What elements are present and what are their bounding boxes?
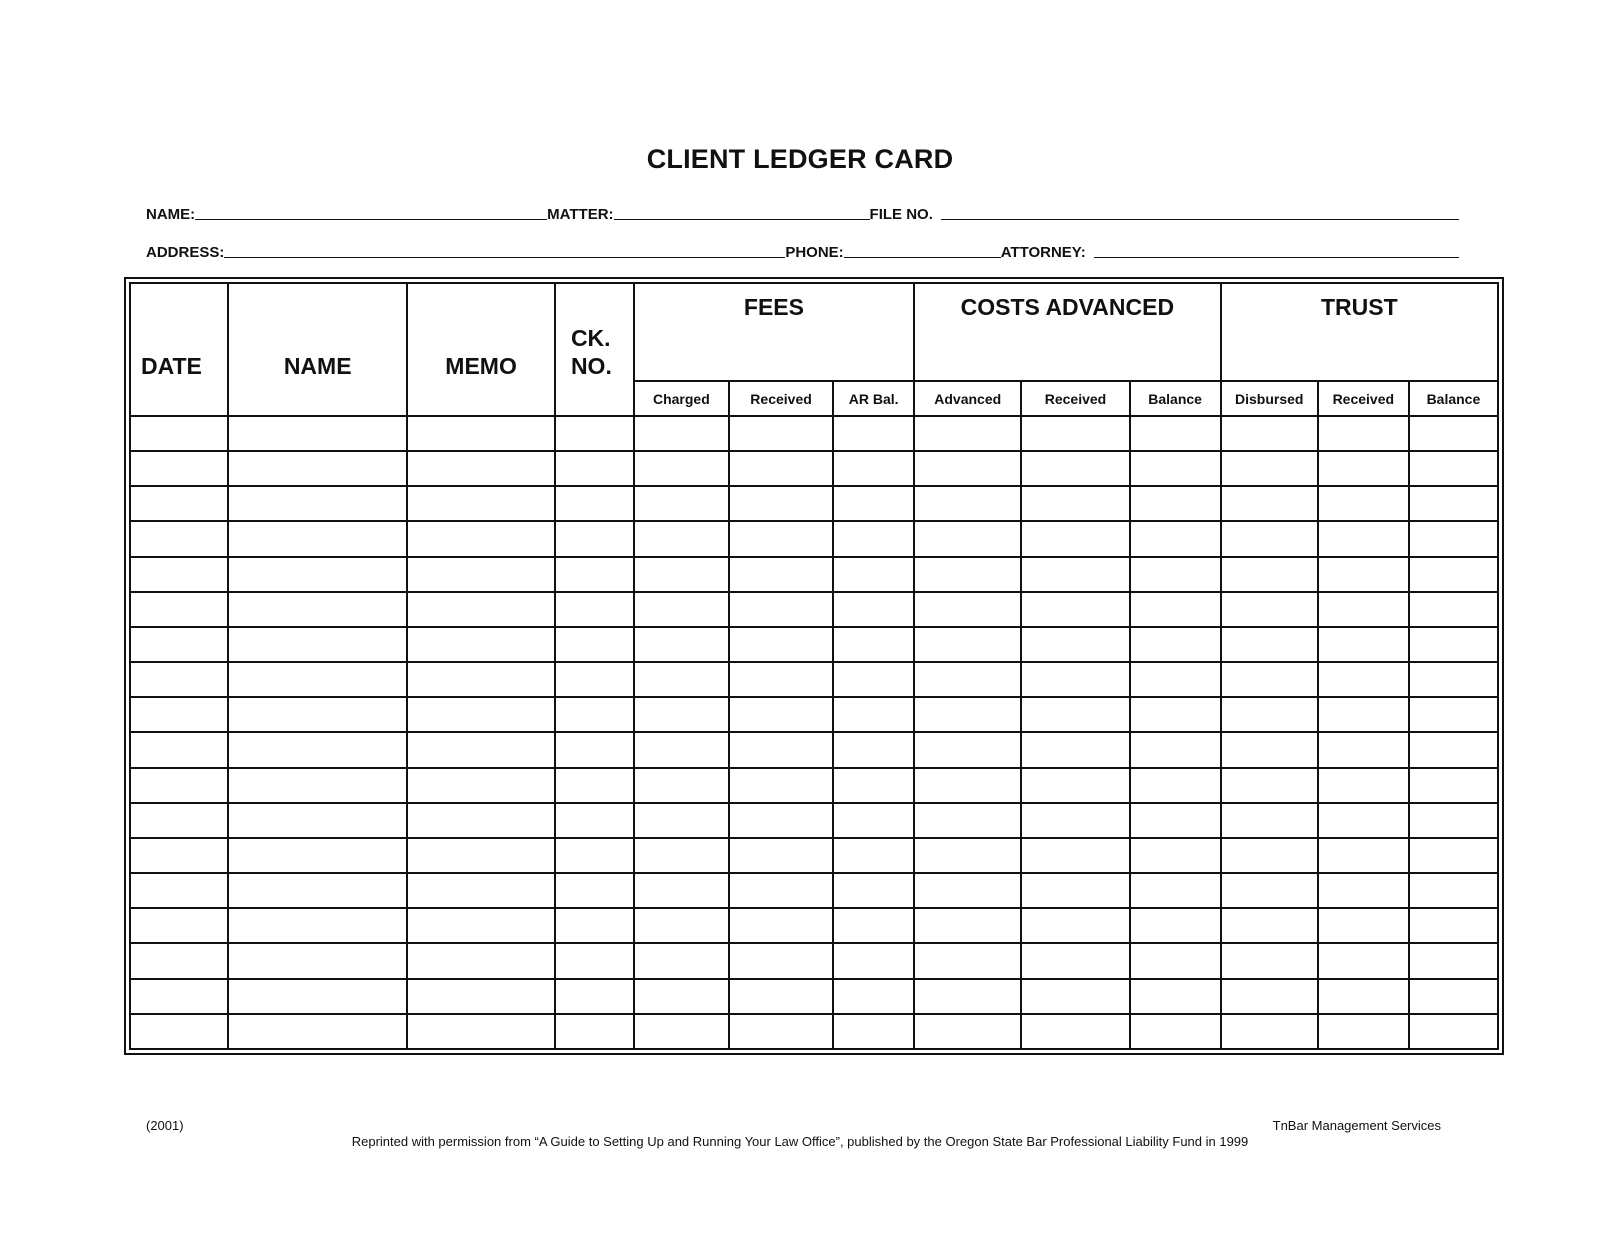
matter-label: MATTER:	[547, 206, 614, 223]
table-cell[interactable]	[1130, 662, 1221, 697]
table-cell[interactable]	[833, 1014, 914, 1049]
table-cell[interactable]	[555, 732, 634, 767]
subheader-trust-received: Received	[1318, 381, 1409, 416]
table-cell[interactable]	[1130, 873, 1221, 908]
ledger-frame	[124, 277, 1504, 1055]
table-cell[interactable]	[1130, 592, 1221, 627]
table-cell[interactable]	[1318, 521, 1409, 556]
table-cell[interactable]	[634, 979, 729, 1014]
table-cell[interactable]	[1130, 451, 1221, 486]
table-cell[interactable]	[1221, 557, 1318, 592]
table-cell[interactable]	[1409, 908, 1498, 943]
table-cell[interactable]	[1409, 979, 1498, 1014]
table-cell[interactable]	[729, 873, 833, 908]
table-cell[interactable]	[1130, 908, 1221, 943]
table-cell[interactable]	[1021, 908, 1129, 943]
table-cell[interactable]	[1021, 979, 1129, 1014]
table-cell[interactable]	[228, 697, 407, 732]
table-cell[interactable]	[407, 1014, 555, 1049]
table-cell[interactable]	[914, 732, 1021, 767]
table-cell[interactable]	[1409, 521, 1498, 556]
matter-field[interactable]	[614, 206, 870, 220]
table-cell[interactable]	[634, 662, 729, 697]
table-cell[interactable]	[729, 838, 833, 873]
table-row	[130, 697, 1498, 732]
table-cell[interactable]	[407, 873, 555, 908]
table-cell[interactable]	[130, 592, 228, 627]
table-cell[interactable]	[1318, 803, 1409, 838]
table-cell[interactable]	[1221, 803, 1318, 838]
table-cell[interactable]	[1221, 521, 1318, 556]
table-cell[interactable]	[555, 908, 634, 943]
table-cell[interactable]	[555, 592, 634, 627]
table-cell[interactable]	[1130, 627, 1221, 662]
table-cell[interactable]	[1021, 732, 1129, 767]
table-cell[interactable]	[833, 803, 914, 838]
table-cell[interactable]	[1221, 732, 1318, 767]
table-cell[interactable]	[1318, 838, 1409, 873]
table-cell[interactable]	[1409, 627, 1498, 662]
table-cell[interactable]	[407, 732, 555, 767]
table-cell[interactable]	[130, 1014, 228, 1049]
attorney-label: ATTORNEY:	[1000, 244, 1086, 261]
table-cell[interactable]	[1130, 803, 1221, 838]
table-cell[interactable]	[1409, 943, 1498, 978]
table-cell[interactable]	[914, 697, 1021, 732]
table-cell[interactable]	[914, 592, 1021, 627]
table-cell[interactable]	[130, 627, 228, 662]
table-cell[interactable]	[833, 662, 914, 697]
table-cell[interactable]	[228, 1014, 407, 1049]
table-cell[interactable]	[1021, 451, 1129, 486]
table-cell[interactable]	[1318, 768, 1409, 803]
table-row	[130, 803, 1498, 838]
table-cell[interactable]	[1130, 768, 1221, 803]
table-cell[interactable]	[914, 979, 1021, 1014]
table-cell[interactable]	[833, 557, 914, 592]
footer-publisher: TnBar Management Services	[1272, 1118, 1441, 1133]
table-cell[interactable]	[1130, 732, 1221, 767]
file-no-label: FILE NO.	[869, 206, 933, 223]
table-cell[interactable]	[1221, 416, 1318, 451]
table-cell[interactable]	[634, 592, 729, 627]
table-cell[interactable]	[1318, 486, 1409, 521]
group-header-trust: TRUST	[1221, 283, 1498, 381]
table-cell[interactable]	[1021, 416, 1129, 451]
table-cell[interactable]	[914, 486, 1021, 521]
table-cell[interactable]	[634, 1014, 729, 1049]
table-cell[interactable]	[130, 521, 228, 556]
table-cell[interactable]	[729, 768, 833, 803]
table-cell[interactable]	[634, 697, 729, 732]
info-row-2	[146, 244, 1459, 261]
table-cell[interactable]	[833, 873, 914, 908]
table-cell[interactable]	[1130, 697, 1221, 732]
name-label: NAME:	[146, 206, 196, 223]
table-cell[interactable]	[407, 943, 555, 978]
table-cell[interactable]	[407, 908, 555, 943]
table-cell[interactable]	[833, 979, 914, 1014]
address-label: ADDRESS:	[146, 244, 225, 261]
table-cell[interactable]	[1409, 451, 1498, 486]
table-cell[interactable]	[634, 838, 729, 873]
table-cell[interactable]	[1409, 662, 1498, 697]
ck-line-1: CK.	[570, 325, 611, 351]
table-cell[interactable]	[1409, 838, 1498, 873]
table-cell[interactable]	[1021, 943, 1129, 978]
table-row	[130, 873, 1498, 908]
table-row	[130, 486, 1498, 521]
table-cell[interactable]	[914, 1014, 1021, 1049]
table-cell[interactable]	[1221, 873, 1318, 908]
column-header-name: NAME	[228, 283, 407, 416]
subheader-fees-ar-bal: AR Bal.	[833, 381, 914, 416]
table-cell[interactable]	[634, 873, 729, 908]
table-cell[interactable]	[555, 1014, 634, 1049]
table-cell[interactable]	[555, 557, 634, 592]
table-cell[interactable]	[1221, 627, 1318, 662]
table-cell[interactable]	[407, 979, 555, 1014]
table-cell[interactable]	[833, 592, 914, 627]
table-cell[interactable]	[1021, 662, 1129, 697]
table-cell[interactable]	[1409, 768, 1498, 803]
table-cell[interactable]	[1221, 838, 1318, 873]
table-cell[interactable]	[833, 838, 914, 873]
table-cell[interactable]	[1318, 908, 1409, 943]
table-cell[interactable]	[729, 627, 833, 662]
table-cell[interactable]	[1221, 592, 1318, 627]
attorney-field[interactable]	[1094, 244, 1459, 258]
table-cell[interactable]	[1021, 627, 1129, 662]
table-cell[interactable]	[1409, 873, 1498, 908]
table-cell[interactable]	[1221, 662, 1318, 697]
table-cell[interactable]	[407, 557, 555, 592]
table-cell[interactable]	[407, 627, 555, 662]
column-header-memo: MEMO	[407, 283, 555, 416]
table-cell[interactable]	[228, 943, 407, 978]
table-cell[interactable]	[914, 768, 1021, 803]
table-cell[interactable]	[1318, 627, 1409, 662]
table-cell[interactable]	[130, 908, 228, 943]
table-cell[interactable]	[1318, 943, 1409, 978]
table-cell[interactable]	[1021, 521, 1129, 556]
table-cell[interactable]	[555, 486, 634, 521]
table-cell[interactable]	[914, 662, 1021, 697]
table-cell[interactable]	[833, 768, 914, 803]
table-cell[interactable]	[130, 943, 228, 978]
file-no-field[interactable]	[941, 206, 1459, 220]
table-cell[interactable]	[555, 627, 634, 662]
table-cell[interactable]	[634, 732, 729, 767]
table-cell[interactable]	[833, 697, 914, 732]
table-row	[130, 1014, 1498, 1049]
table-cell[interactable]	[833, 943, 914, 978]
table-cell[interactable]	[1130, 416, 1221, 451]
table-cell[interactable]	[228, 768, 407, 803]
table-cell[interactable]	[833, 908, 914, 943]
table-row	[130, 592, 1498, 627]
table-cell[interactable]	[634, 557, 729, 592]
column-header-date: DATE	[130, 283, 228, 416]
table-cell[interactable]	[634, 486, 729, 521]
table-row	[130, 943, 1498, 978]
table-row	[130, 627, 1498, 662]
table-cell[interactable]	[914, 873, 1021, 908]
table-cell[interactable]	[555, 416, 634, 451]
page-title: CLIENT LEDGER CARD	[646, 144, 954, 174]
table-cell[interactable]	[555, 838, 634, 873]
table-cell[interactable]	[407, 803, 555, 838]
table-cell[interactable]	[1318, 979, 1409, 1014]
table-cell[interactable]	[228, 803, 407, 838]
table-cell[interactable]	[555, 451, 634, 486]
info-row-1	[146, 206, 1459, 223]
table-cell[interactable]	[228, 521, 407, 556]
group-header-costs-advanced: COSTS ADVANCED	[914, 283, 1221, 381]
table-cell[interactable]	[634, 416, 729, 451]
table-cell[interactable]	[407, 416, 555, 451]
table-cell[interactable]	[555, 768, 634, 803]
table-cell[interactable]	[407, 486, 555, 521]
phone-label: PHONE:	[785, 244, 844, 261]
table-row	[130, 521, 1498, 556]
table-cell[interactable]	[914, 803, 1021, 838]
table-cell[interactable]	[555, 803, 634, 838]
table-cell[interactable]	[228, 486, 407, 521]
table-cell[interactable]	[130, 662, 228, 697]
table-cell[interactable]	[914, 908, 1021, 943]
table-cell[interactable]	[1130, 557, 1221, 592]
table-row	[130, 662, 1498, 697]
subheader-trust-disbursed: Disbursed	[1221, 381, 1318, 416]
table-row	[130, 732, 1498, 767]
name-field[interactable]	[195, 206, 547, 220]
table-cell[interactable]	[1221, 486, 1318, 521]
table-row	[130, 768, 1498, 803]
table-cell[interactable]	[729, 979, 833, 1014]
table-cell[interactable]	[228, 627, 407, 662]
table-cell[interactable]	[228, 557, 407, 592]
table-cell[interactable]	[729, 486, 833, 521]
table-cell[interactable]	[833, 627, 914, 662]
table-cell[interactable]	[729, 943, 833, 978]
table-cell[interactable]	[1221, 943, 1318, 978]
table-cell[interactable]	[1221, 768, 1318, 803]
table-cell[interactable]	[729, 451, 833, 486]
table-cell[interactable]	[1318, 416, 1409, 451]
table-cell[interactable]	[1130, 486, 1221, 521]
table-cell[interactable]	[1021, 768, 1129, 803]
table-cell[interactable]	[228, 732, 407, 767]
table-cell[interactable]	[130, 838, 228, 873]
table-cell[interactable]	[130, 873, 228, 908]
footer-year: (2001)	[146, 1118, 184, 1133]
table-cell[interactable]	[1409, 732, 1498, 767]
table-row	[130, 557, 1498, 592]
table-cell[interactable]	[1318, 592, 1409, 627]
table-cell[interactable]	[1318, 557, 1409, 592]
table-cell[interactable]	[634, 627, 729, 662]
subheader-trust-balance: Balance	[1409, 381, 1498, 416]
address-field[interactable]	[224, 244, 785, 258]
table-cell[interactable]	[407, 592, 555, 627]
header-row-groups	[130, 283, 1498, 381]
table-cell[interactable]	[1409, 697, 1498, 732]
table-cell[interactable]	[228, 873, 407, 908]
ledger-table	[129, 282, 1499, 1050]
table-cell[interactable]	[914, 557, 1021, 592]
table-cell[interactable]	[914, 416, 1021, 451]
table-cell[interactable]	[130, 451, 228, 486]
table-cell[interactable]	[1221, 451, 1318, 486]
table-cell[interactable]	[1318, 1014, 1409, 1049]
ck-line-2: NO.	[570, 353, 612, 379]
footer-reprint-note: Reprinted with permission from “A Guide to Setting Up and Running Your Law Office”, published by the Oregon State Bar Professional Liability Fund in 1999	[351, 1134, 1249, 1149]
table-cell[interactable]	[914, 521, 1021, 556]
table-cell[interactable]	[1318, 451, 1409, 486]
table-cell[interactable]	[1130, 521, 1221, 556]
table-cell[interactable]	[729, 697, 833, 732]
table-cell[interactable]	[1409, 592, 1498, 627]
table-cell[interactable]	[228, 908, 407, 943]
table-cell[interactable]	[130, 732, 228, 767]
subheader-fees-received: Received	[729, 381, 833, 416]
table-cell[interactable]	[729, 521, 833, 556]
subheader-costs-balance: Balance	[1130, 381, 1221, 416]
table-cell[interactable]	[555, 979, 634, 1014]
table-cell[interactable]	[914, 838, 1021, 873]
table-cell[interactable]	[729, 908, 833, 943]
table-cell[interactable]	[1409, 557, 1498, 592]
table-cell[interactable]	[1318, 873, 1409, 908]
table-cell[interactable]	[1318, 732, 1409, 767]
table-cell[interactable]	[914, 943, 1021, 978]
ledger-body	[130, 416, 1498, 1049]
table-cell[interactable]	[833, 486, 914, 521]
table-cell[interactable]	[833, 416, 914, 451]
table-cell[interactable]	[914, 451, 1021, 486]
table-cell[interactable]	[130, 486, 228, 521]
table-cell[interactable]	[130, 697, 228, 732]
table-cell[interactable]	[634, 908, 729, 943]
table-cell[interactable]	[130, 416, 228, 451]
table-cell[interactable]	[407, 521, 555, 556]
table-cell[interactable]	[729, 592, 833, 627]
table-cell[interactable]	[833, 521, 914, 556]
table-cell[interactable]	[914, 627, 1021, 662]
table-cell[interactable]	[130, 803, 228, 838]
table-cell[interactable]	[130, 768, 228, 803]
table-cell[interactable]	[228, 979, 407, 1014]
table-cell[interactable]	[555, 943, 634, 978]
subheader-costs-advanced: Advanced	[914, 381, 1021, 416]
table-cell[interactable]	[1021, 803, 1129, 838]
table-cell[interactable]	[634, 451, 729, 486]
table-cell[interactable]	[1409, 416, 1498, 451]
table-cell[interactable]	[1409, 486, 1498, 521]
table-cell[interactable]	[1021, 697, 1129, 732]
table-cell[interactable]	[228, 592, 407, 627]
table-cell[interactable]	[729, 557, 833, 592]
table-cell[interactable]	[1409, 803, 1498, 838]
table-cell[interactable]	[1318, 662, 1409, 697]
table-cell[interactable]	[130, 557, 228, 592]
table-cell[interactable]	[1318, 697, 1409, 732]
table-cell[interactable]	[634, 943, 729, 978]
table-cell[interactable]	[1130, 943, 1221, 978]
table-row	[130, 979, 1498, 1014]
table-cell[interactable]	[407, 697, 555, 732]
table-cell[interactable]	[1130, 1014, 1221, 1049]
table-cell[interactable]	[407, 662, 555, 697]
table-cell[interactable]	[228, 451, 407, 486]
table-cell[interactable]	[407, 838, 555, 873]
table-cell[interactable]	[1409, 1014, 1498, 1049]
table-row	[130, 838, 1498, 873]
table-cell[interactable]	[555, 521, 634, 556]
table-cell[interactable]	[555, 697, 634, 732]
group-header-fees: FEES	[634, 283, 914, 381]
table-cell[interactable]	[729, 1014, 833, 1049]
table-cell[interactable]	[1021, 592, 1129, 627]
table-row	[130, 451, 1498, 486]
phone-field[interactable]	[844, 244, 1001, 258]
table-cell[interactable]	[555, 662, 634, 697]
table-cell[interactable]	[729, 803, 833, 838]
table-cell[interactable]	[1021, 838, 1129, 873]
table-cell[interactable]	[228, 838, 407, 873]
table-cell[interactable]	[407, 768, 555, 803]
table-cell[interactable]	[729, 416, 833, 451]
table-cell[interactable]	[1221, 697, 1318, 732]
table-cell[interactable]	[729, 662, 833, 697]
table-cell[interactable]	[833, 451, 914, 486]
table-cell[interactable]	[634, 803, 729, 838]
table-cell[interactable]	[407, 451, 555, 486]
table-cell[interactable]	[1021, 873, 1129, 908]
table-cell[interactable]	[228, 416, 407, 451]
table-cell[interactable]	[634, 768, 729, 803]
table-cell[interactable]	[833, 732, 914, 767]
table-cell[interactable]	[228, 662, 407, 697]
subheader-costs-received: Received	[1021, 381, 1129, 416]
table-cell[interactable]	[729, 732, 833, 767]
table-cell[interactable]	[555, 873, 634, 908]
table-cell[interactable]	[1221, 979, 1318, 1014]
table-row	[130, 908, 1498, 943]
table-cell[interactable]	[1130, 979, 1221, 1014]
subheader-fees-charged: Charged	[634, 381, 729, 416]
table-row	[130, 416, 1498, 451]
table-cell[interactable]	[634, 521, 729, 556]
table-cell[interactable]	[130, 979, 228, 1014]
table-cell[interactable]	[1021, 486, 1129, 521]
table-cell[interactable]	[1130, 838, 1221, 873]
table-cell[interactable]	[1021, 557, 1129, 592]
table-cell[interactable]	[1221, 1014, 1318, 1049]
column-header-ck-no	[555, 283, 634, 416]
table-cell[interactable]	[1221, 908, 1318, 943]
table-cell[interactable]	[1021, 1014, 1129, 1049]
